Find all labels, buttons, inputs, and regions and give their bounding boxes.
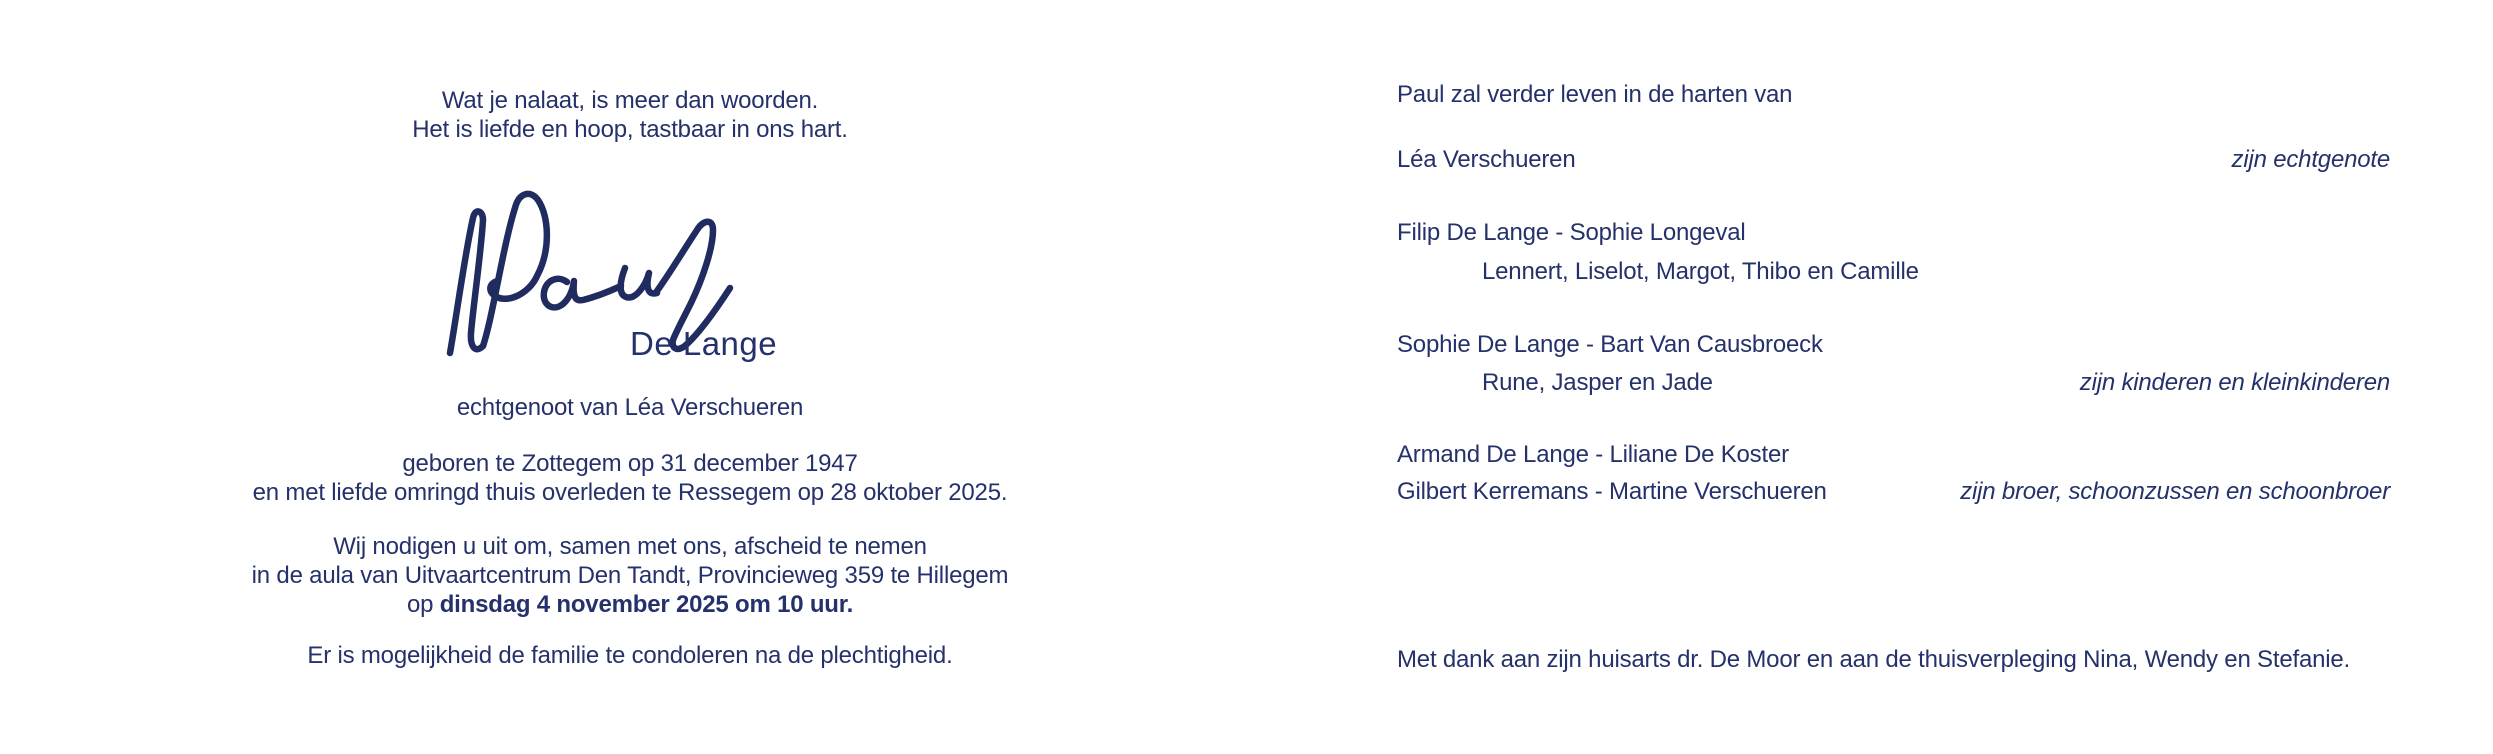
invitation-date-prefix: op (406, 591, 440, 618)
right-page (1397, 0, 2390, 754)
family-row (1397, 257, 2390, 286)
family-row (1397, 330, 2390, 359)
condolence-line: Er is mogelijkheid de familie te condoleren na de plechtigheid. (307, 642, 953, 669)
relation-line: echtgenoot van Léa Verschueren (456, 394, 804, 421)
quote-line-2: Het is liefde en hoop, tastbaar in ons hart. (412, 116, 848, 143)
signature-stroke-u (621, 268, 657, 297)
family-row (1397, 368, 2390, 397)
grandchildren-names: Lennert, Liselot, Margot, Thibo en Camille (1482, 258, 1919, 285)
family-row (1397, 477, 2390, 506)
ceremony-invitation (180, 532, 1080, 619)
ceremony-date-time: dinsdag 4 november 2025 om 10 uur. (439, 591, 854, 618)
deceased-last-name: De Lange (630, 325, 778, 362)
quote-line-1: Wat je nalaat, is meer dan woorden. (441, 87, 819, 114)
death-line: en met liefde omringd thuis overleden te Ressegem op 28 oktober 2025. (252, 479, 1008, 506)
signature-stroke-p-stem (450, 211, 483, 353)
family-name: Sophie De Lange - Bart Van Causbroeck (1397, 331, 1823, 358)
grandchildren-names: Rune, Jasper en Jade (1482, 369, 1713, 396)
family-row (1397, 440, 2390, 469)
family-name: Gilbert Kerremans - Martine Verschueren (1397, 478, 1827, 505)
birth-line: geboren te Zottegem op 31 december 1947 (402, 450, 858, 477)
relation-label: zijn broer, schoonzussen en schoonbroer (1960, 478, 2390, 505)
signature-stroke-p-bowl (483, 194, 547, 346)
survivors-intro: Paul zal verder leven in de harten van (1397, 81, 1793, 108)
thanks-line: Met dank aan zijn huisarts dr. De Moor en aan de thuisverpleging Nina, Wendy en Stefanie. (1397, 646, 2350, 673)
family-name: Léa Verschueren (1397, 146, 1576, 173)
thanks-row (1397, 645, 2390, 674)
life-dates (180, 449, 1080, 507)
survivors-intro-row (1397, 80, 2390, 109)
family-name: Armand De Lange - Liliane De Koster (1397, 441, 1789, 468)
invitation-line-3 (180, 590, 1080, 619)
invitation-line-1: Wij nodigen u uit om, samen met ons, afscheid te nemen (333, 533, 927, 560)
family-name: Filip De Lange - Sophie Longeval (1397, 219, 1746, 246)
family-row (1397, 145, 2390, 174)
signature-stroke-a (544, 279, 621, 308)
invitation-line-2: in de aula van Uitvaartcentrum Den Tandt, Provincieweg 359 te Hillegem (251, 562, 1009, 589)
family-row (1397, 218, 2390, 247)
relation-label: zijn echtgenote (2231, 146, 2390, 173)
left-page (180, 0, 1080, 754)
relation-label: zijn kinderen en kleinkinderen (2079, 369, 2390, 396)
memorial-quote (180, 86, 1080, 144)
